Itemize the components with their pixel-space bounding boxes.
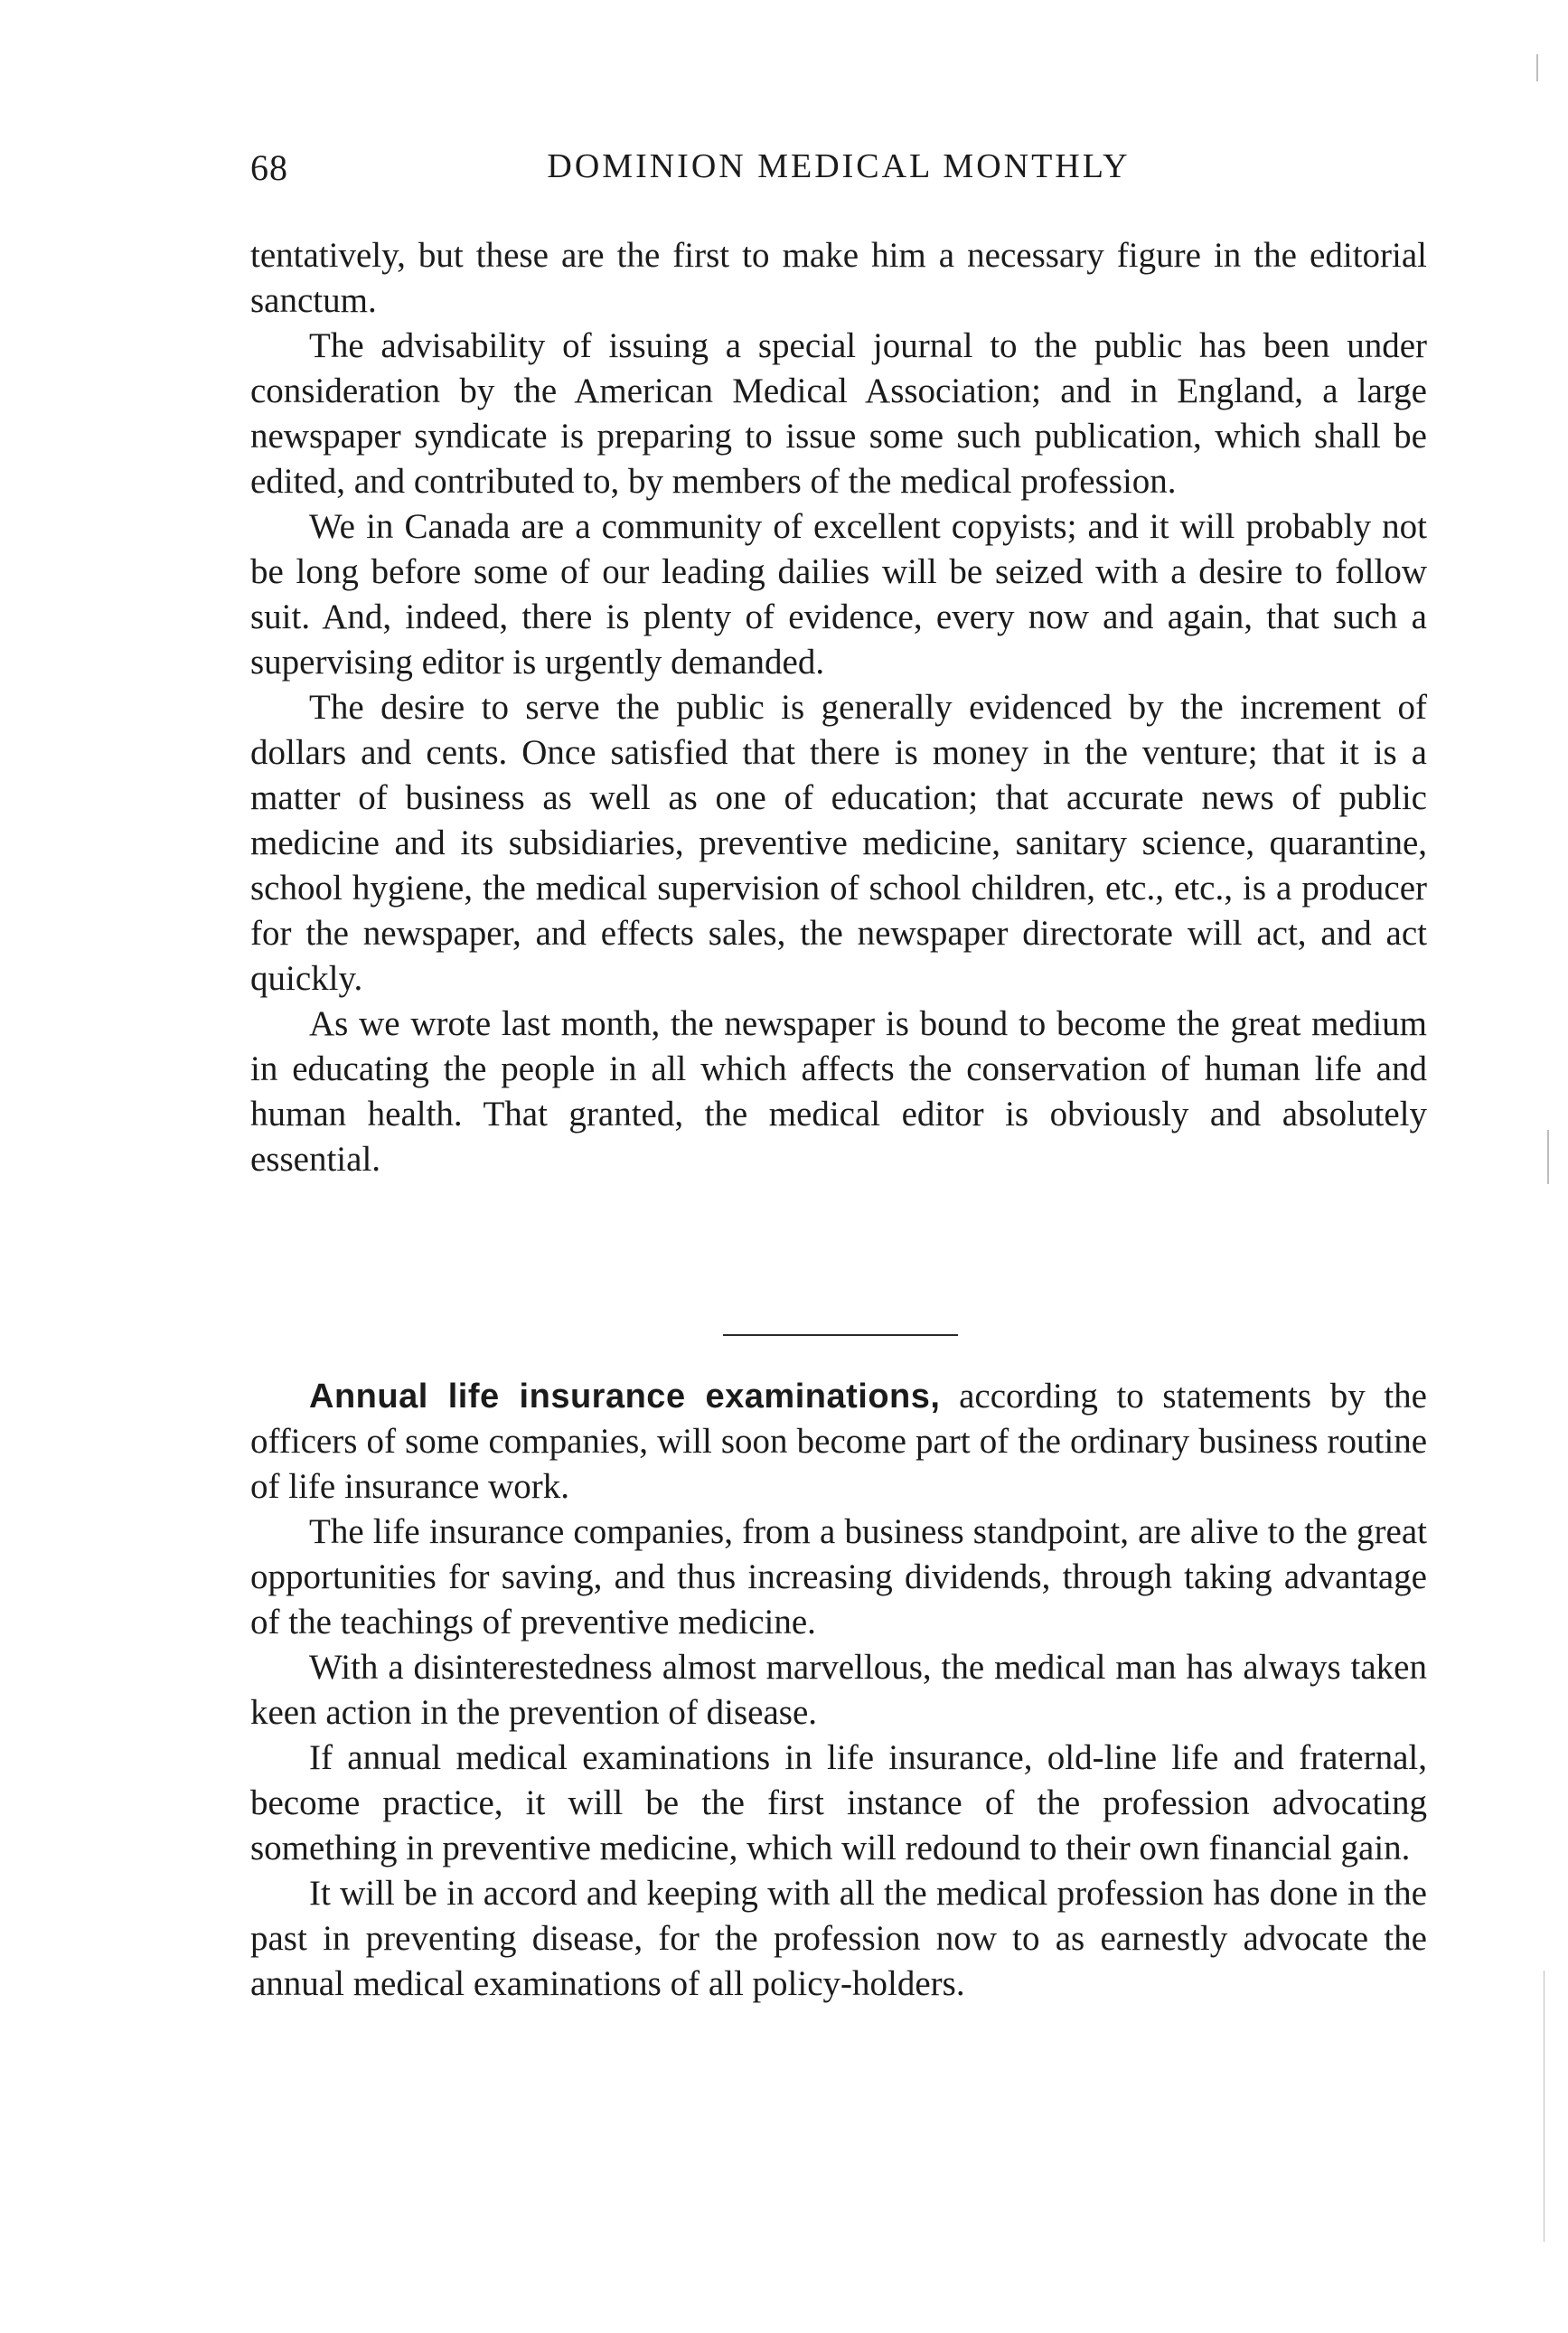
paragraph-continuation: tentatively, but these are the first to make him a necessary figure in the editorial sanctum.	[250, 236, 1427, 320]
paragraph: The advisability of issuing a special journal to the public has been under consideration by the American Medical Association; and in England, a large newspaper syndicate is preparing to issue some such publication, which shall be edited, and contributed to, by members of the medical profession.	[250, 326, 1427, 501]
page-header	[250, 146, 1427, 201]
paragraph: As we wrote last month, the newspaper is bound to become the great medium in educating the people in all which affects the conservation of human life and human health. That granted, the medical editor is obviously and absolutely essential.	[250, 1004, 1427, 1179]
paragraph: We in Canada are a community of excellent copyists; and it will probably not be long before some of our leading dailies will be seized with a desire to follow suit. And, indeed, there is plenty of evidence, every now and again, that such a supervising editor is urgently demanded.	[250, 507, 1427, 682]
editorial-section-life-insurance	[250, 1374, 1427, 2007]
paragraph: If annual medical examinations in life insurance, old-line life and fraternal, become practice, it will be the first instance of the profession advocating something in preventive medicine, which will redound to their own financial gain.	[250, 1738, 1427, 1867]
scan-speck	[1547, 1130, 1549, 1184]
lead-paragraph	[250, 1374, 1427, 1510]
paragraph: The desire to serve the public is generally evidenced by the increment of dollars and cents. Once satisfied that there is money in the venture; that it is a matter of business as well as one of education; that accurate news of public medicine and its subsidiaries, preventive medicine, sanitary science, quarantine, school hygiene, the medical supervision of school children, etc., etc., is a producer for the newspaper, and effects sales, the newspaper directorate will act, and act quickly.	[250, 688, 1427, 998]
paragraph: The life insurance companies, from a business standpoint, are alive to the great opportunities for saving, and thus increasing dividends, through taking advantage of the teachings of preventive medicine.	[250, 1512, 1427, 1642]
scan-speck	[1544, 1971, 1545, 2242]
page-number: 68	[250, 147, 288, 188]
section-divider	[723, 1334, 958, 1336]
lead-phrase: Annual life insurance examinations,	[309, 1378, 941, 1416]
scan-speck	[1536, 54, 1538, 81]
lead-paragraph-text: according to statements by the officers of some companies, will soon become part of the ordinary business routine of life insurance work.	[250, 1377, 1427, 1506]
running-title: DOMINION MEDICAL MONTHLY	[547, 147, 1131, 185]
paragraph: It will be in accord and keeping with all the medical profession has done in the past in preventing disease, for the profession now to as earnestly advocate the annual medical examinations of all policy-holders.	[250, 1874, 1427, 2003]
editorial-section-medical-editor	[250, 233, 1427, 1182]
paragraph: With a disinterestedness almost marvellous, the medical man has always taken keen action in the prevention of disease.	[250, 1648, 1427, 1732]
